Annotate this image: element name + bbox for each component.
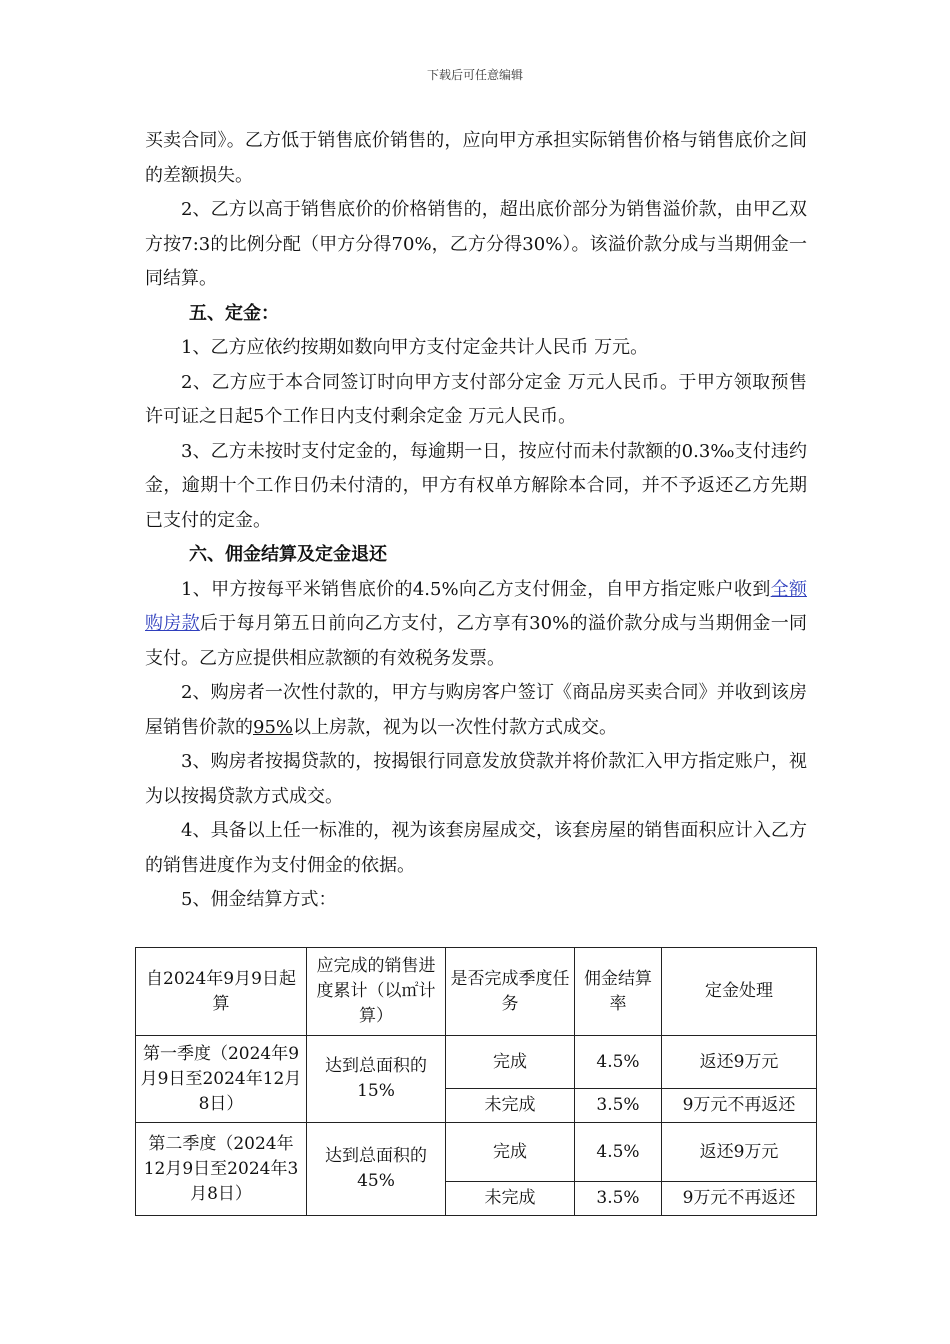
paragraph: 5、佣金结算方式： — [181, 889, 337, 910]
quarter-period-cell: 第二季度（2024年12月9日至2024年3月8日） — [136, 1123, 307, 1216]
paragraph: 3、乙方未按时支付定金的，每逾期一日，按应付而未付款额的0.3‰支付违约金，逾期十个工作日仍未付清的，甲方有权单方解除本合同，并不予返还乙方先期已支付的定金。 — [145, 440, 807, 531]
paragraph: 4、具备以上任一标准的，视为该套房屋成交，该套房屋的销售面积应计入乙方的销售进度作为支付佣金的依据。 — [145, 820, 807, 876]
table-header-cell: 应完成的销售进度累计（以㎡计算） — [307, 948, 446, 1036]
paragraph: 2、乙方应于本合同签订时向甲方支付部分定金 万元人民币。于甲方领取预售许可证之日起5个工作日内支付剩余定金 万元人民币。 — [145, 371, 807, 427]
document-body — [145, 124, 807, 918]
page-header: 下载后可任意编辑 — [426, 68, 523, 82]
table-row — [136, 1123, 817, 1182]
table-header-cell: 自2024年9月9日起算 — [136, 948, 307, 1036]
status-cell: 未完成 — [446, 1089, 575, 1123]
rate-cell: 4.5% — [575, 1036, 662, 1089]
rate-cell: 3.5% — [575, 1182, 662, 1216]
paragraph — [145, 676, 807, 745]
deposit-cell: 9万元不再返还 — [662, 1182, 817, 1216]
paragraph: 2、乙方以高于销售底价的价格销售的，超出底价部分为销售溢价款，由甲乙双方按7:3的比例分配（甲方分得70%，乙方分得30%）。该溢价款分成与当期佣金一同结算。 — [145, 199, 807, 289]
section-heading-6: 六、佣金结算及定金退还 — [189, 544, 387, 565]
underlined-percentage: 95% — [253, 716, 294, 738]
rate-cell: 4.5% — [575, 1123, 662, 1182]
quarter-period-cell: 第一季度（2024年9月9日至2024年12月8日） — [136, 1036, 307, 1123]
text-run: 以上房款，视为以一次性付款方式成交。 — [293, 716, 618, 738]
text-run: 后于每月第五日前向乙方支付，乙方享有30%的溢价款分成与当期佣金一同支付。乙方应提供相应款额的有效税务发票。 — [145, 613, 807, 669]
rate-cell: 3.5% — [575, 1089, 662, 1123]
table-header-cell: 是否完成季度任务 — [446, 948, 575, 1036]
paragraph: 买卖合同》。乙方低于销售底价销售的，应向甲方承担实际销售价格与销售底价之间的差额损失。 — [145, 130, 807, 186]
text-run: 1、甲方按每平米销售底价的4.5%向乙方支付佣金，自甲方指定账户收到 — [181, 578, 771, 600]
paragraph — [145, 573, 807, 677]
paragraph: 1、乙方应依约按期如数向甲方支付定金共计人民币 万元。 — [181, 337, 649, 358]
paragraph: 3、购房者按揭贷款的，按揭银行同意发放贷款并将价款汇入甲方指定账户，视为以按揭贷款方式成交。 — [145, 751, 807, 807]
text-run: 2、购房者一次性付款的，甲方与购房客户签订《商品房买卖合同》并收到该房屋销售价款的 — [145, 682, 807, 738]
table-header-cell: 定金处理 — [662, 948, 817, 1036]
commission-settlement-table — [135, 947, 817, 1216]
table-header-cell: 佣金结算率 — [575, 948, 662, 1036]
status-cell: 未完成 — [446, 1182, 575, 1216]
deposit-cell: 返还9万元 — [662, 1036, 817, 1089]
deposit-cell: 9万元不再返还 — [662, 1089, 817, 1123]
table-row — [136, 1036, 817, 1089]
status-cell: 完成 — [446, 1036, 575, 1089]
status-cell: 完成 — [446, 1123, 575, 1182]
target-cell: 达到总面积的15% — [307, 1036, 446, 1123]
full-payment-link[interactable]: 全额购房款 — [145, 578, 807, 634]
table-header-row — [136, 948, 817, 1036]
deposit-cell: 返还9万元 — [662, 1123, 817, 1182]
target-cell: 达到总面积的45% — [307, 1123, 446, 1216]
section-heading-5: 五、定金： — [189, 302, 279, 324]
